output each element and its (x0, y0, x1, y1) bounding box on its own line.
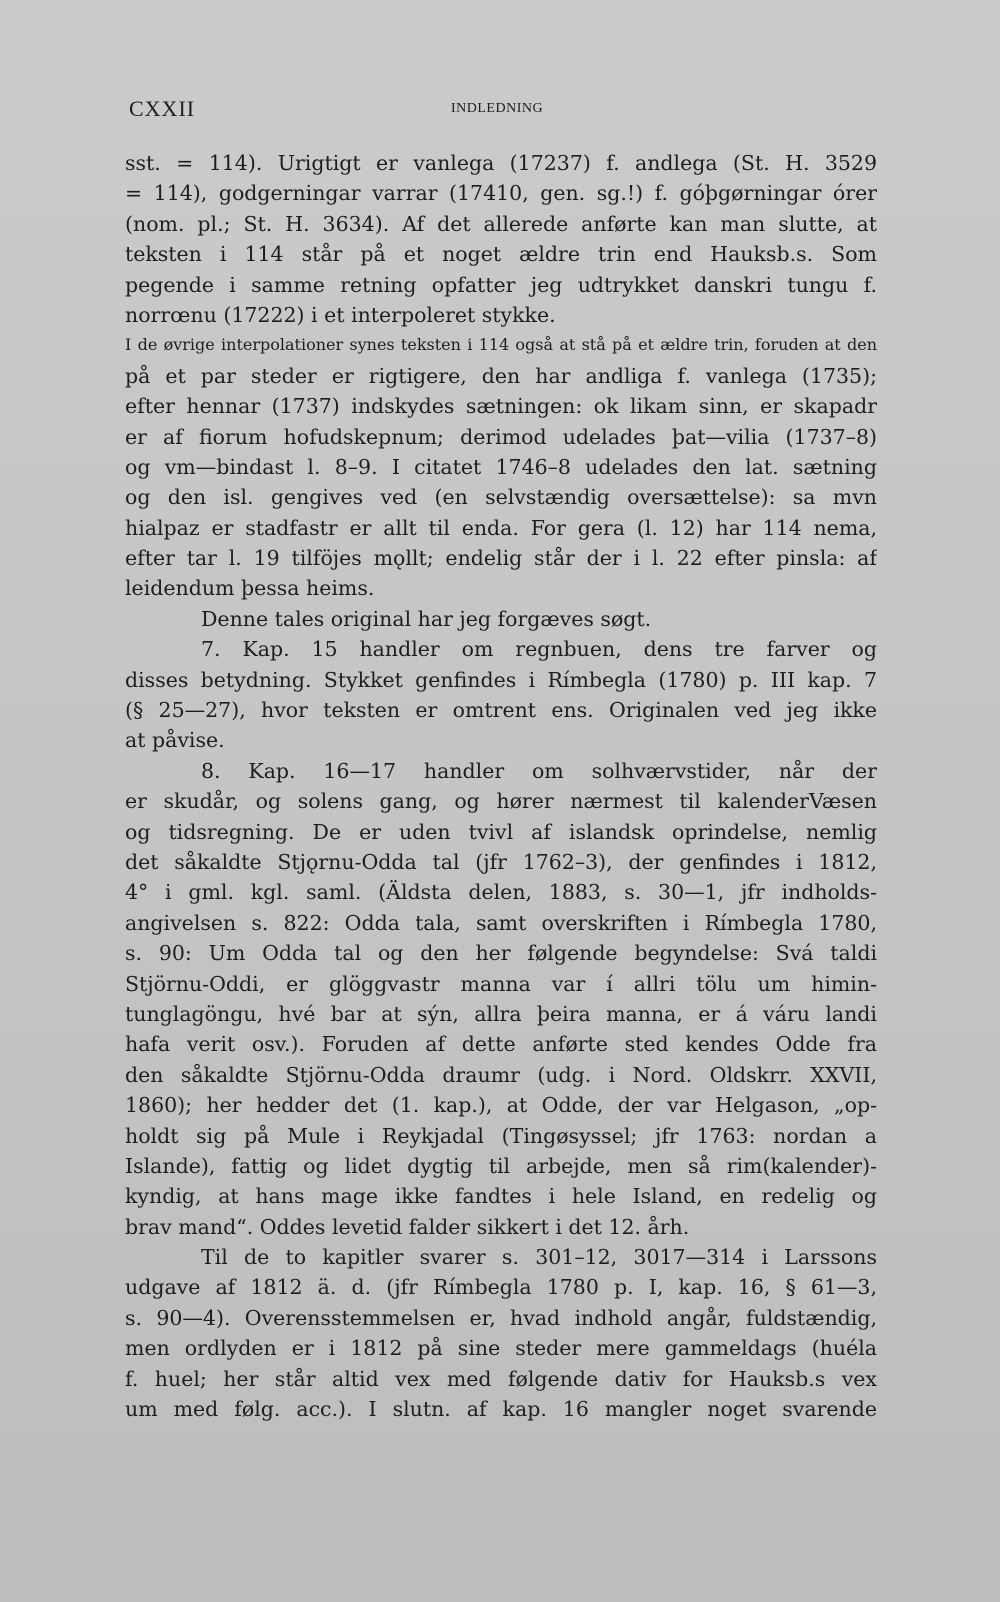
text-line: udgave af 1812 ä. d. (jfr Rímbegla 1780 p. I, kap. 16, § 61—3, (125, 1275, 877, 1300)
text-line: Islande), fattig og lidet dygtig til arbejde, men så rim(kalender)- (125, 1153, 877, 1178)
text-line: er skudår, og solens gang, og hører nærmest til kalenderVæsen (125, 789, 877, 814)
text-line: og den isl. gengives ved (en selvstændig oversættelse): sa mvn (125, 485, 877, 510)
text-line: Stjörnu-Oddi, er glöggvastr manna var í allri tölu um himin- (125, 971, 877, 996)
text-line: (§ 25—27), hvor teksten er omtrent ens. Originalen ved jeg ikke (125, 698, 877, 723)
body-text (125, 148, 877, 1424)
text-line: Denne tales original har jeg forgæves søgt. (201, 606, 652, 631)
text-line: 8. Kap. 16—17 handler om solhværvstider, når der (201, 758, 877, 783)
text-line: hafa verit osv.). Foruden af dette anførte sted kendes Odde fra (125, 1032, 877, 1057)
text-line: leidendum þessa heims. (125, 576, 375, 601)
text-line: f. huel; her står altid vex med følgende dativ for Hauksb.s vex (125, 1366, 877, 1391)
text-line: disses betydning. Stykket genfindes i Rímbegla (1780) p. III kap. 7 (125, 667, 877, 692)
text-line: det såkaldte Stjǫrnu-Odda tal (jfr 1762–3), der genfindes i 1812, (125, 849, 877, 874)
text-line: = 114), godgerningar varrar (17410, gen. sg.!) f. góþgørningar órer (125, 181, 877, 206)
text-line: efter tar l. 19 tilföjes mǫllt; endelig står der i l. 22 efter pinsla: af (125, 546, 877, 571)
text-line: hialpaz er stadfastr er allt til enda. For gera (l. 12) har 114 nema, (125, 515, 877, 540)
text-line: angivelsen s. 822: Odda tala, samt overskriften i Rímbegla 1780, (125, 910, 877, 935)
text-line: at påvise. (125, 728, 225, 753)
text-line: 1860); her hedder det (1. kap.), at Odde, der var Helgason, „op- (125, 1093, 877, 1118)
text-line: norrœnu (17222) i et interpoleret stykke. (125, 302, 556, 327)
text-line: Til de to kapitler svarer s. 301–12, 3017—314 i Larssons (201, 1245, 877, 1270)
text-line: holdt sig på Mule i Reykjadal (Tingøsyssel; jfr 1763: nordan a (125, 1123, 877, 1148)
text-line: den såkaldte Stjörnu-Odda draumr (udg. i Nord. Oldskrr. XXVII, (125, 1062, 877, 1087)
page-header (129, 96, 874, 126)
text-line: brav mand“. Oddes levetid falder sikkert i det 12. årh. (125, 1214, 690, 1239)
page-number: CXXII (129, 96, 196, 121)
text-line: efter hennar (1737) indskydes sætningen: ok likam sinn, er skapadr (125, 394, 877, 419)
text-line: sst. = 114). Urigtigt er vanlega (17237) f. andlega (St. H. 3529 (125, 151, 877, 175)
text-line: (nom. pl.; St. H. 3634). Af det allerede anførte kan man slutte, at (125, 211, 877, 236)
text-line: men ordlyden er i 1812 på sine steder mere gammeldags (huéla (125, 1336, 877, 1361)
text-line: 4° i gml. kgl. saml. (Äldsta delen, 1883, s. 30—1, jfr indholds- (125, 880, 877, 905)
text-line: er af fiorum hofudskepnum; derimod udelades þat—vilia (1737–8) (125, 424, 877, 449)
text-line: s. 90—4). Overensstemmelsen er, hvad indhold angår, fuldstændig, (125, 1305, 877, 1330)
text-line: teksten i 114 står på et noget ældre trin end Hauksb.s. Som (125, 242, 877, 267)
text-line: I de øvrige interpolationer synes teksten i 114 også at stå på et ældre trin, foruden at den (125, 335, 877, 355)
text-line: pegende i samme retning opfatter jeg udtrykket danskri tungu f. (125, 272, 877, 297)
text-line: kyndig, at hans mage ikke fandtes i hele Island, en redelig og (125, 1184, 877, 1209)
text-line: og tidsregning. De er uden tvivl af islandsk oprindelse, nemlig (125, 819, 877, 844)
running-head: INDLEDNING (451, 101, 544, 116)
text-line: på et par steder er rigtigere, den har andliga f. vanlega (1735); (125, 363, 877, 388)
text-line: 7. Kap. 15 handler om regnbuen, dens tre farver og (201, 637, 877, 662)
text-line: um med følg. acc.). I slutn. af kap. 16 mangler noget svarende (125, 1397, 877, 1422)
text-line: s. 90: Um Odda tal og den her følgende begyndelse: Svá taldi (125, 941, 877, 966)
text-line: og vm—bindast l. 8–9. I citatet 1746–8 udelades den lat. sætning (125, 454, 877, 479)
text-line: tunglagöngu, hvé bar at sýn, allra þeira manna, er á váru landi (125, 1001, 877, 1026)
